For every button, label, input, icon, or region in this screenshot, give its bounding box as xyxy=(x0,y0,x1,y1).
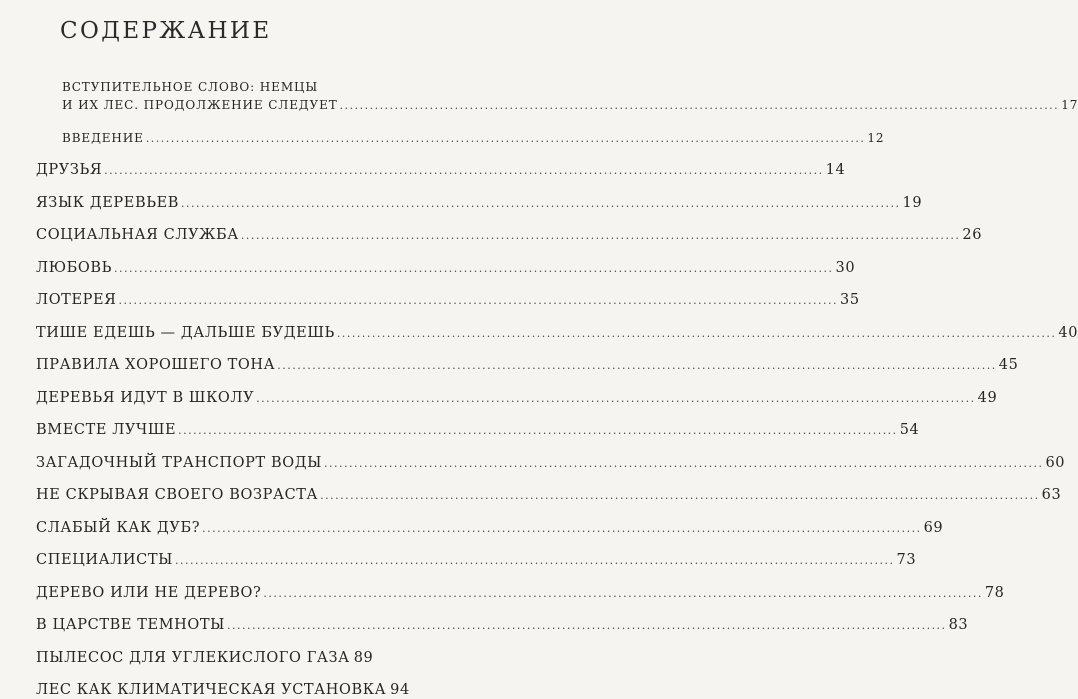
toc-entry-label: ЯЗЫК ДЕРЕВЬЕВ xyxy=(36,194,180,211)
toc-entry-label: СЛАБЫЙ КАК ДУБ? xyxy=(36,519,201,536)
toc-leader-dots xyxy=(114,260,834,276)
toc-page-number: 12 xyxy=(867,131,885,145)
toc-entry xyxy=(36,324,1078,341)
toc-page-number: 83 xyxy=(948,617,969,633)
toc-page-number: 54 xyxy=(899,422,920,438)
toc-page-number: 35 xyxy=(840,292,860,308)
toc-entry-label: ЛЮБОВЬ xyxy=(36,259,112,276)
toc-leader-dots xyxy=(263,585,983,601)
toc-entry-label: СПЕЦИАЛИСТЫ xyxy=(36,552,173,568)
toc-leader-dots xyxy=(277,357,997,373)
toc-entry xyxy=(36,519,944,536)
toc-page-number: 89 xyxy=(353,649,374,666)
toc-page-number: 73 xyxy=(896,552,917,568)
toc-entry-label: НЕ СКРЫВАЯ СВОЕГО ВОЗРАСТА xyxy=(36,487,319,503)
toc-page-number: 69 xyxy=(923,519,944,536)
toc-entry xyxy=(36,227,983,243)
toc-entry xyxy=(36,162,846,178)
toc-entry xyxy=(36,194,923,211)
toc-entry xyxy=(36,389,998,406)
toc-page-number: 14 xyxy=(825,162,846,178)
toc-leader-dots xyxy=(181,195,901,211)
toc-entry xyxy=(36,617,969,633)
toc-entry-label: ВВЕДЕНИЕ xyxy=(62,131,144,145)
toc-leader-dots xyxy=(227,617,947,633)
toc-entry xyxy=(36,357,1019,373)
toc-page-number: 45 xyxy=(998,357,1019,373)
toc-page-number: 17 xyxy=(1061,98,1078,112)
toc-leader-dots xyxy=(324,455,1044,471)
toc-entry-label: В ЦАРСТВЕ ТЕМНОТЫ xyxy=(36,617,226,633)
toc-leader-dots xyxy=(337,325,1057,341)
toc-preface xyxy=(62,98,1078,112)
toc-entry-label: ТИШЕ ЕДЕШЬ — ДАЛЬШЕ БУДЕШЬ xyxy=(36,324,335,341)
toc-entry-label: ЛОТЕРЕЯ xyxy=(36,292,117,308)
toc-entry xyxy=(36,650,372,666)
toc-entry-label: ПРАВИЛА ХОРОШЕГО ТОНА xyxy=(36,357,276,373)
toc-page-number: 94 xyxy=(390,682,410,698)
page-title: СОДЕРЖАНИЕ xyxy=(60,18,272,44)
toc-preface-line-2: И ИХ ЛЕС. ПРОДОЛЖЕНИЕ СЛЕДУЕТ xyxy=(62,98,338,112)
toc-entry-label: ЛЕС КАК КЛИМАТИЧЕСКАЯ УСТАНОВКА xyxy=(36,682,387,698)
toc-entry xyxy=(36,259,856,276)
toc-leader-dots xyxy=(178,422,898,438)
toc-leader-dots xyxy=(320,487,1040,503)
toc-page-number: 78 xyxy=(984,584,1005,601)
toc-entry-label: ДЕРЕВЬЯ ИДУТ В ШКОЛУ xyxy=(36,389,255,406)
toc-entry-label: ВМЕСТЕ ЛУЧШЕ xyxy=(36,422,177,438)
toc-leader-dots xyxy=(119,292,839,308)
toc-entry xyxy=(36,584,1005,601)
toc-leader-dots xyxy=(104,162,824,178)
toc-entry-label: ДЕРЕВО ИЛИ НЕ ДЕРЕВО? xyxy=(36,584,262,601)
toc-entry xyxy=(36,422,920,438)
toc-leader-dots xyxy=(241,227,961,243)
toc-entry-label: ПЫЛЕСОС ДЛЯ УГЛЕКИСЛОГО ГАЗА xyxy=(36,649,350,666)
toc-page-number: 40 xyxy=(1058,324,1078,341)
toc-page-number: 26 xyxy=(962,227,983,243)
toc-entry xyxy=(36,487,1062,503)
toc-page-number: 30 xyxy=(835,259,856,276)
toc-page-number: 63 xyxy=(1041,487,1062,503)
toc-preface-line-1: ВСТУПИТЕЛЬНОЕ СЛОВО: НЕМЦЫ xyxy=(62,80,319,94)
toc-leader-dots xyxy=(175,552,895,568)
toc-leader-dots xyxy=(340,98,1060,112)
toc-entry xyxy=(36,292,860,308)
toc-page-number: 19 xyxy=(902,194,923,211)
toc-leader-dots xyxy=(256,390,976,406)
toc-entry-label: СОЦИАЛЬНАЯ СЛУЖБА xyxy=(36,227,239,243)
toc-entry xyxy=(36,552,917,568)
toc-introduction xyxy=(62,131,885,145)
toc-leader-dots xyxy=(146,131,866,145)
toc-leader-dots xyxy=(202,520,922,536)
toc-page-number: 60 xyxy=(1045,454,1066,471)
toc-entry xyxy=(36,454,1066,471)
toc-page-number: 49 xyxy=(977,389,998,406)
toc-entry xyxy=(36,682,410,698)
toc-entry-label: ДРУЗЬЯ xyxy=(36,162,103,178)
toc-entry-label: ЗАГАДОЧНЫЙ ТРАНСПОРТ ВОДЫ xyxy=(36,454,322,471)
